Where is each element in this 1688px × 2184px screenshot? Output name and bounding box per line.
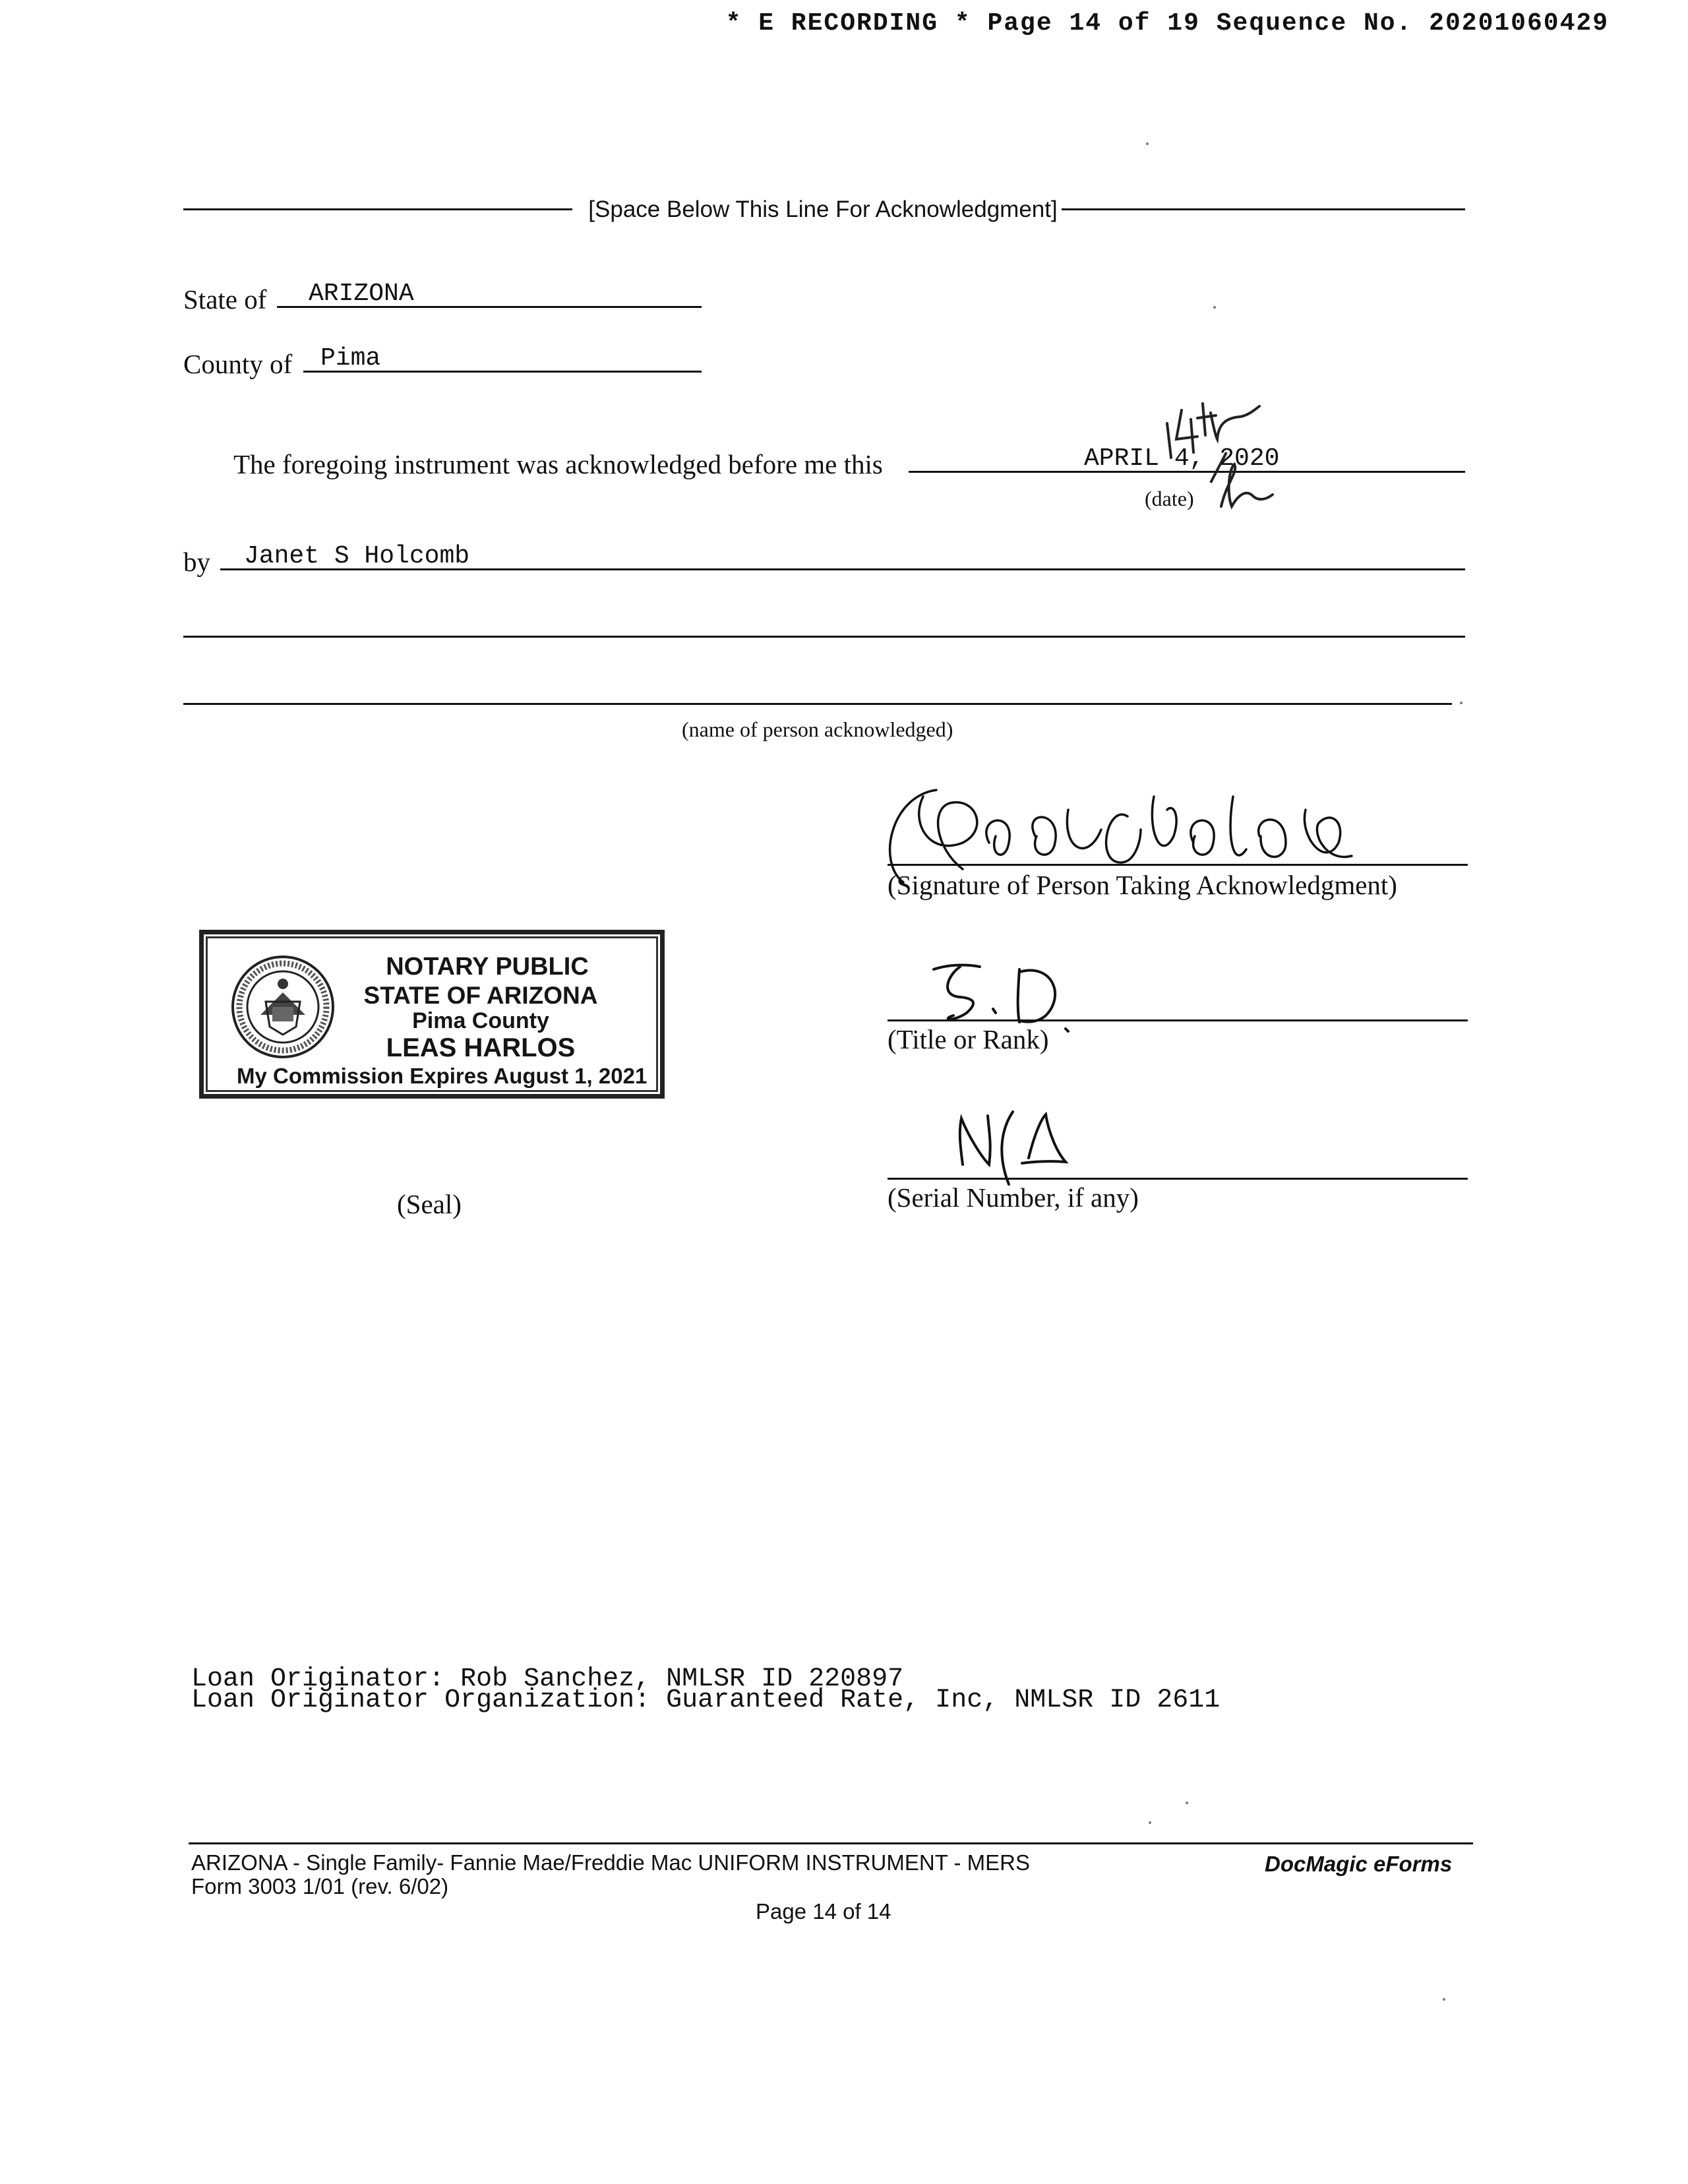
county-value: Pima	[320, 344, 381, 373]
stamp-county: Pima County	[412, 1008, 549, 1033]
stamp-notary-name: LEAS HARLOS	[386, 1033, 576, 1062]
loan-originator: Loan Originator: Rob Sanchez, NMLSR ID 220897	[191, 1664, 904, 1694]
serial-line	[888, 1178, 1468, 1180]
footer-brand: DocMagic eForms	[1265, 1852, 1453, 1876]
stamp-notary-public: NOTARY PUBLIC	[386, 953, 589, 981]
acknowledgment-divider-text: [Space Below This Line For Acknowledgment]	[588, 197, 1058, 222]
name-line-3	[183, 703, 1452, 705]
stamp-state: STATE OF ARIZONA	[363, 982, 598, 1009]
date-caption: (date)	[1145, 487, 1194, 510]
title-caption: (Title or Rank)	[888, 1024, 1049, 1054]
footer-form-title: ARIZONA - Single Family- Fannie Mae/Freddie Mac UNIFORM INSTRUMENT - MERS	[191, 1850, 1030, 1875]
by-label: by	[183, 547, 210, 577]
seal-caption: (Seal)	[397, 1189, 462, 1219]
loan-originator-organization: Loan Originator Organization: Guaranteed Rate, Inc, NMLSR ID 2611	[191, 1685, 1221, 1715]
acknowledgment-divider	[183, 195, 1465, 224]
name-caption: (name of person acknowledged)	[682, 717, 953, 741]
serial-caption: (Serial Number, if any)	[888, 1182, 1139, 1213]
date-value: APRIL 4, 2020	[1084, 444, 1280, 473]
stamp-commission-expiry: My Commission Expires August 1, 2021	[237, 1064, 648, 1088]
arizona-seal-icon	[230, 954, 336, 1060]
signature-caption: (Signature of Person Taking Acknowledgment)	[888, 870, 1397, 900]
recording-banner: * E RECORDING * Page 14 of 19 Sequence No. 20201060429	[725, 9, 1609, 38]
foregoing-text: The foregoing instrument was acknowledged before me this	[233, 449, 883, 479]
signature-line	[888, 864, 1468, 866]
title-line	[888, 1019, 1468, 1021]
state-value: ARIZONA	[309, 280, 414, 308]
footer-form-number: Form 3003 1/01 (rev. 6/02)	[191, 1874, 449, 1898]
date-correction-handwriting	[1147, 384, 1279, 516]
by-value: Janet S Holcomb	[244, 542, 470, 570]
name-line-2	[183, 636, 1465, 638]
state-label: State of	[183, 284, 267, 315]
county-label: County of	[183, 349, 293, 379]
notary-stamp	[199, 930, 665, 1099]
footer-page-number: Page 14 of 14	[756, 1899, 891, 1924]
footer-rule	[189, 1842, 1473, 1844]
